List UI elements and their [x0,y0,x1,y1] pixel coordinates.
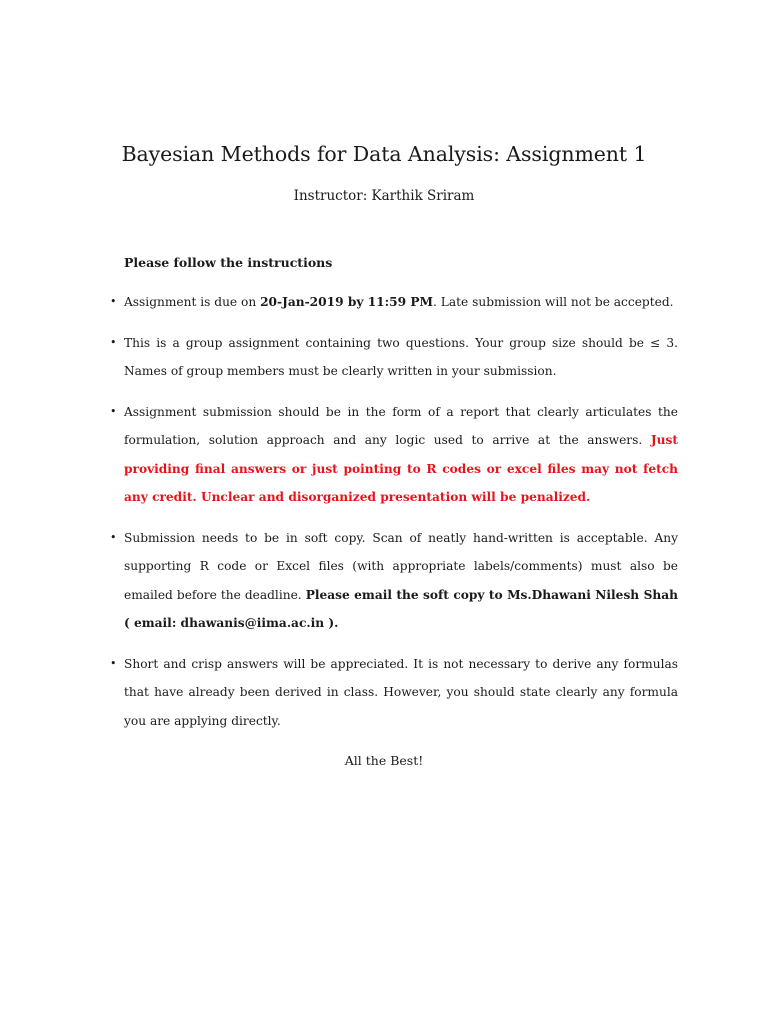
warning-text: Just providing final answers or just pointing to R codes or excel files may not fetch any credit. Unclear and disorganized presentation will be penalized. [124,433,678,504]
list-item [110,329,678,386]
item-text: Assignment is due on [124,295,261,309]
list-item [110,288,678,317]
item-text: This is a group assignment containing two questions. Your group size should be ≤ 3. Names of group members must be clearly written in your submission. [124,335,678,378]
item-text: Short and crisp answers will be appreciated. It is not necessary to derive any formulas that have already been derived in class. However, you should state clearly any formula you are applying directly. [124,656,678,728]
document-title: Bayesian Methods for Data Analysis: Assignment 1 [121,142,647,166]
bullet-icon: • [110,656,117,670]
item-text: . Late submission will not be accepted. [433,295,674,309]
instructions-list [110,288,678,735]
list-item [110,650,678,736]
item-text: Submission needs to be in soft copy. Scan of neatly hand-written is acceptable. Any supporting R code or Excel files (with appropriate labels/comments) must also be emailed before the deadline. [124,530,678,602]
bullet-icon: • [110,335,117,349]
email-instruction: Please email the soft copy to Ms.Dhawani Nilesh Shah ( email: dhawanis@iima.ac.in ). [124,587,678,630]
instructions-heading: Please follow the instructions [124,255,333,270]
bullet-icon: • [110,295,117,308]
bullet-icon: • [110,404,117,418]
instructor-line: Instructor: Karthik Sriram [293,188,475,204]
list-item [110,524,678,638]
item-text: Assignment submission should be in the form of a report that clearly articulates the formulation, solution approach and any logic used to arrive at the answers. [124,404,678,447]
closing-line: All the Best! [344,753,424,768]
bullet-icon: • [110,530,117,544]
list-item [110,398,678,512]
due-date: 20-Jan-2019 by 11:59 PM [260,295,434,309]
